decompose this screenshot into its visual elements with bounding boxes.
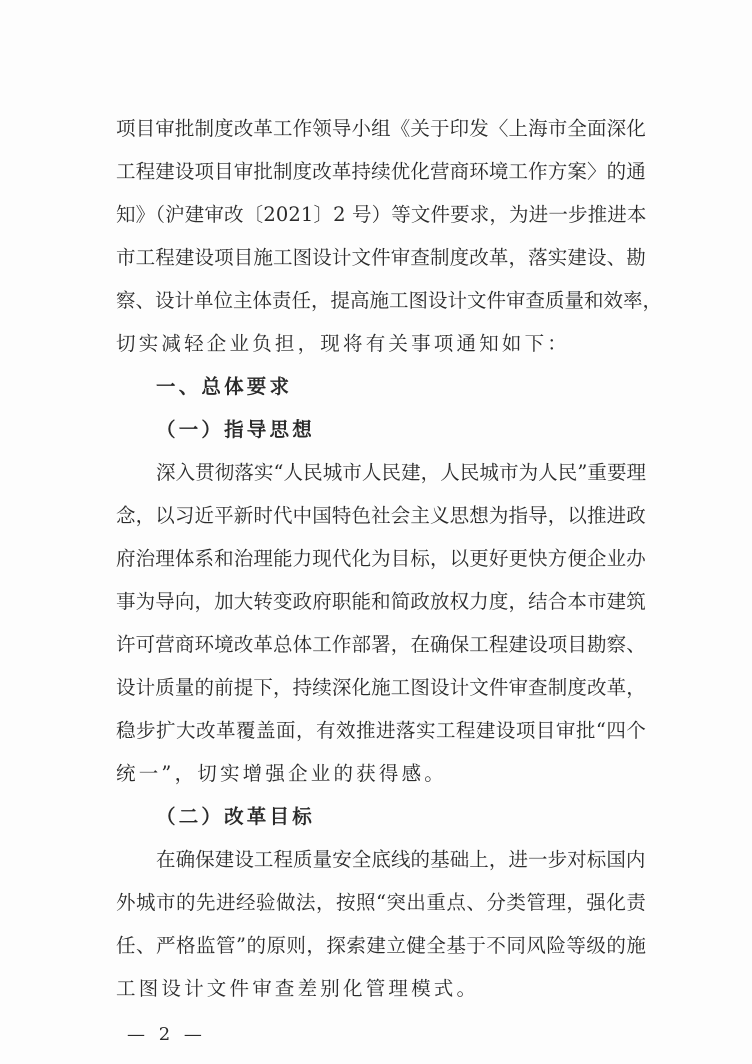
body-text-line: 切实减轻企业负担，现将有关事项通知如下： xyxy=(116,332,571,355)
body-text-line: 在确保建设工程质量安全底线的基础上，进一步对标国内 xyxy=(156,848,646,871)
body-text-line: 深入贯彻落实“人民城市人民建，人民城市为人民”重要理 xyxy=(156,461,647,484)
page-number: — 2 — xyxy=(127,1024,206,1045)
body-text-line: 统一”，切实增强企业的获得感。 xyxy=(116,762,447,785)
body-text-line: 外城市的先进经验做法，按照“突出重点、分类管理，强化责 xyxy=(116,891,647,914)
body-text-line: 工程建设项目审批制度改革持续优化营商环境工作方案〉的通 xyxy=(116,160,646,183)
body-text-line: 察、设计单位主体责任，提高施工图设计文件审查质量和效率， xyxy=(116,289,663,312)
body-text-line: 项目审批制度改革工作领导小组《关于印发〈上海市全面深化 xyxy=(116,117,646,140)
body-text-line: 许可营商环境改革总体工作部署，在确保工程建设项目勘察、 xyxy=(116,633,646,656)
body-text-line: 稳步扩大改革覆盖面，有效推进落实工程建设项目审批“四个 xyxy=(116,719,647,742)
body-text-line: 市工程建设项目施工图设计文件审查制度改革，落实建设、勘 xyxy=(116,246,646,269)
section-heading: 一、总体要求 xyxy=(156,375,293,398)
body-text-line: 设计质量的前提下，持续深化施工图设计文件审查制度改革， xyxy=(116,676,646,699)
body-text-line: 任、严格监管”的原则，探索建立健全基于不同风险等级的施 xyxy=(116,934,647,957)
body-text-line: 知》（沪建审改〔2021〕2 号）等文件要求，为进一步推进本 xyxy=(116,203,647,226)
body-text-line: 府治理体系和治理能力现代化为目标，以更好更快方便企业办 xyxy=(116,547,646,570)
subsection-heading: （二）改革目标 xyxy=(156,805,315,828)
body-text-line: 工图设计文件审查差别化管理模式。 xyxy=(116,977,480,1000)
body-text-line: 事为导向，加大转变政府职能和简政放权力度，结合本市建筑 xyxy=(116,590,646,613)
subsection-heading: （一）指导思想 xyxy=(156,418,315,441)
body-text-line: 念，以习近平新时代中国特色社会主义思想为指导，以推进政 xyxy=(116,504,646,527)
